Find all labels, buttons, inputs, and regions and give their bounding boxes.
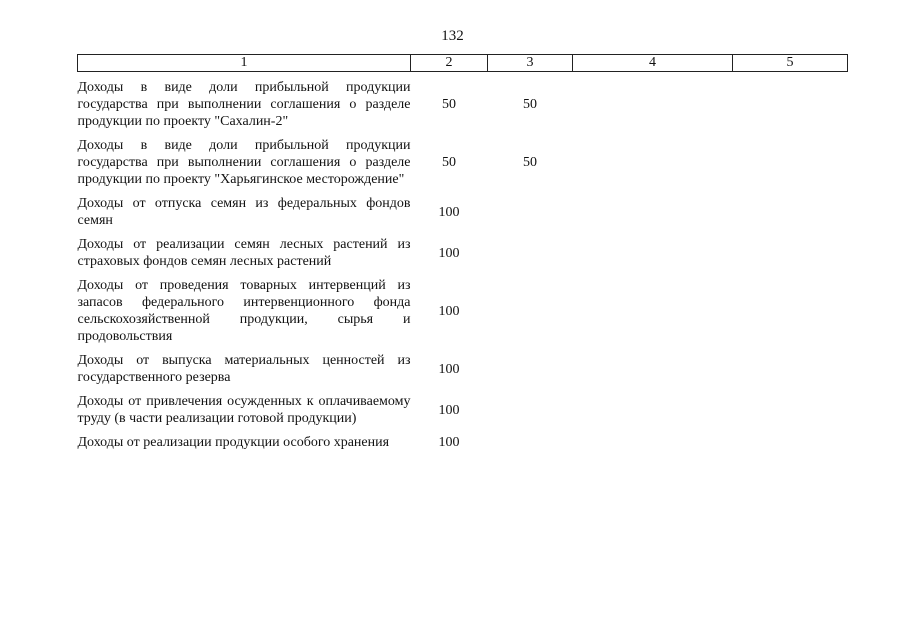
row-description: Доходы от выпуска материальных ценностей из государственного резерва xyxy=(77,353,411,385)
row-value-col4 xyxy=(573,72,733,131)
row-value-col2: 100 xyxy=(438,204,460,220)
row-value-col2: 100 xyxy=(438,435,460,450)
row-value-col3 xyxy=(488,427,573,451)
table-row xyxy=(78,229,848,270)
row-description: Доходы от реализации семян лесных растений из страховых фондов семян лесных растений xyxy=(77,237,411,269)
row-value-col4 xyxy=(573,345,733,386)
row-value-col5 xyxy=(733,270,848,345)
table-row xyxy=(78,386,848,427)
table-row xyxy=(78,427,848,451)
row-value-col5 xyxy=(733,386,848,427)
row-value-col3 xyxy=(488,386,573,427)
table-row xyxy=(78,345,848,386)
row-value-col4 xyxy=(573,130,733,188)
row-value-col4 xyxy=(573,188,733,229)
column-header-3: 3 xyxy=(488,55,573,72)
row-value-col2: 50 xyxy=(442,155,456,170)
page-number: 132 xyxy=(441,28,464,44)
table-row xyxy=(78,72,848,131)
row-value-col3 xyxy=(488,188,573,229)
row-value-col2: 100 xyxy=(438,361,460,377)
column-header-5: 5 xyxy=(733,55,848,72)
table-header-row xyxy=(78,55,848,72)
row-value-col4 xyxy=(573,270,733,345)
row-value-col5 xyxy=(733,345,848,386)
revenue-distribution-table xyxy=(77,54,848,451)
row-value-col3 xyxy=(488,345,573,386)
table-row xyxy=(78,188,848,229)
row-description: Доходы от отпуска семян из федеральных фондов семян xyxy=(77,196,411,228)
column-header-4: 4 xyxy=(573,55,733,72)
row-description: Доходы от привлечения осужденных к оплачиваемому труду (в части реализации готовой продукции) xyxy=(77,394,411,426)
row-value-col5 xyxy=(733,72,848,131)
table-row xyxy=(78,270,848,345)
row-value-col2: 100 xyxy=(438,402,460,418)
row-value-col2: 100 xyxy=(438,303,460,319)
row-value-col2: 50 xyxy=(442,97,456,112)
row-description: Доходы от реализации продукции особого хранения xyxy=(77,435,390,450)
column-header-1: 1 xyxy=(78,55,411,72)
row-value-col3: 50 xyxy=(523,155,537,170)
row-value-col4 xyxy=(573,229,733,270)
row-value-col3 xyxy=(488,270,573,345)
row-description: Доходы от проведения товарных интервенций из запасов федерального интервенционного фонда сельскохозяйственной продукции, сырья и продовольствия xyxy=(77,278,411,344)
column-header-2: 2 xyxy=(411,55,488,72)
table-row xyxy=(78,130,848,188)
row-value-col4 xyxy=(573,427,733,451)
row-value-col5 xyxy=(733,229,848,270)
row-value-col2: 100 xyxy=(438,245,460,261)
row-description: Доходы в виде доли прибыльной продукции государства при выполнении соглашения о разделе продукции по проекту "Харьягинское месторождение" xyxy=(77,138,411,187)
row-value-col3 xyxy=(488,229,573,270)
row-value-col5 xyxy=(733,188,848,229)
row-value-col3: 50 xyxy=(523,97,537,112)
row-value-col4 xyxy=(573,386,733,427)
row-value-col5 xyxy=(733,130,848,188)
row-description: Доходы в виде доли прибыльной продукции государства при выполнении соглашения о разделе продукции по проекту "Сахалин-2" xyxy=(77,80,411,129)
row-value-col5 xyxy=(733,427,848,451)
